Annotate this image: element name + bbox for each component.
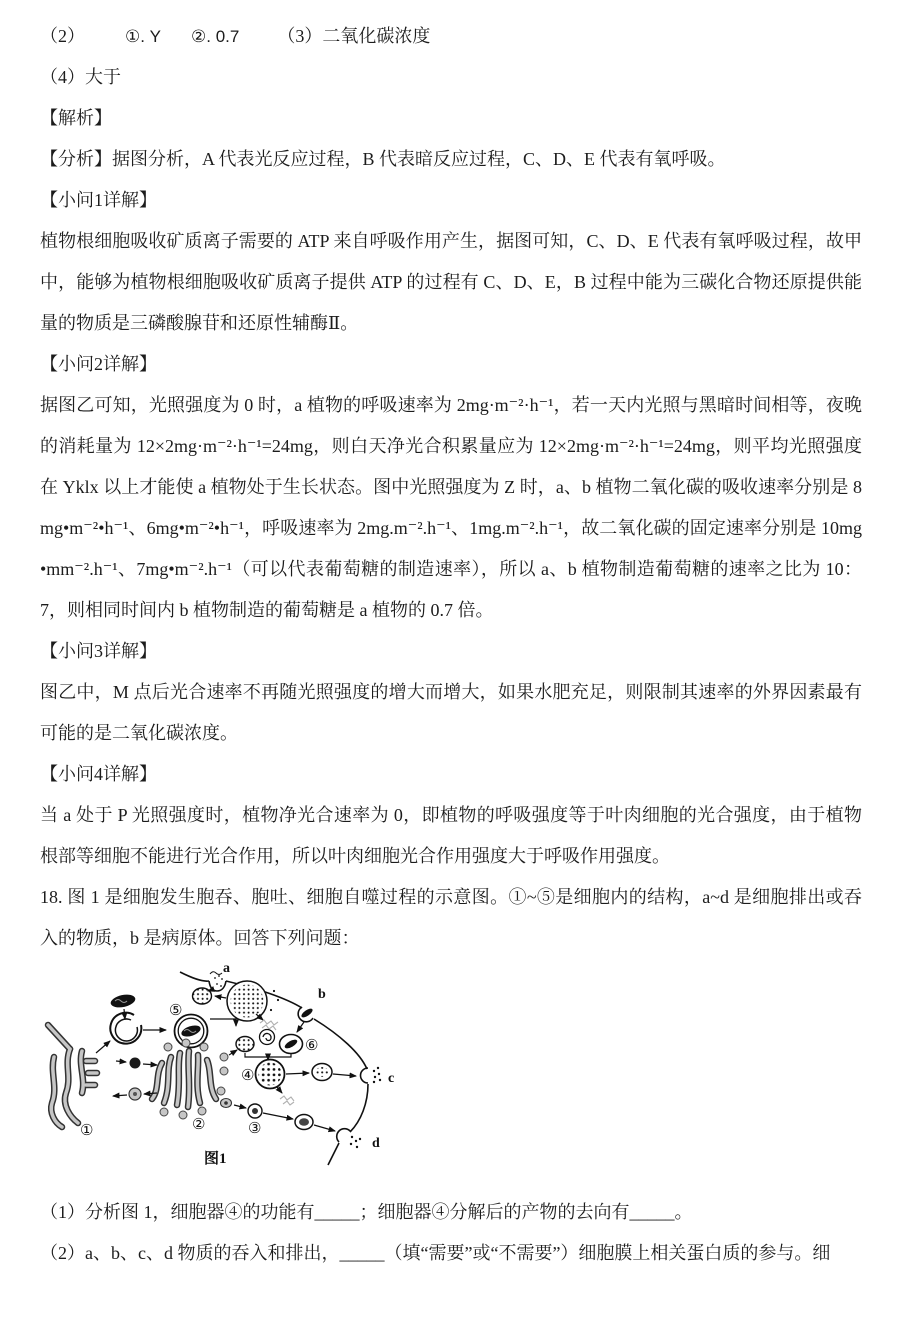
label-a: a — [223, 965, 230, 976]
pathogen-b — [300, 1007, 314, 1019]
arrow — [124, 1009, 125, 1019]
arrow — [234, 1105, 246, 1108]
subq2-header: 【小问2详解】 — [40, 354, 157, 374]
transport-vesicle — [236, 1037, 254, 1052]
transport-vesicle — [130, 1058, 141, 1069]
transport-vesicle — [129, 1088, 141, 1100]
connector — [210, 1019, 236, 1026]
label-4: ④ — [241, 1068, 255, 1084]
er-organelle — [48, 1025, 97, 1127]
arrow — [143, 1064, 157, 1065]
label-d: d — [372, 1136, 380, 1151]
phagosome — [280, 1035, 303, 1054]
analysis-header: 【解析】 — [40, 108, 112, 128]
secretory-vesicle — [248, 1104, 262, 1118]
phagophore — [110, 1013, 141, 1044]
arrow — [277, 1087, 282, 1093]
golgi-apparatus — [152, 1039, 228, 1119]
label-c: c — [388, 1071, 395, 1086]
arrow — [116, 1061, 126, 1062]
subq4-body: 当 a 处于 P 光照强度时，植物净光合速率为 0，即植物的呼吸强度等于叶肉细胞的光合强度，由于植物根部等细胞不能进行光合作用，所以叶肉细胞光合作用强度大于呼吸作用强度。 — [40, 805, 862, 866]
mitochondrion — [110, 993, 137, 1010]
arrow — [229, 1050, 237, 1055]
digested-residue — [260, 1020, 278, 1030]
arrow — [263, 1113, 293, 1119]
arrow — [297, 1022, 304, 1032]
released-material-d — [350, 1136, 361, 1148]
endosome — [227, 981, 279, 1021]
arrow — [333, 1074, 356, 1076]
subq2-body: 据图乙可知，光照强度为 0 时，a 植物的呼吸速率为 2mg·m⁻²·h⁻¹，若一天内光照与黑暗时间相等，夜晚的消耗量为 12×2mg·m⁻²·h⁻¹=24mg，则白天净光合积累量应为 12×2mg·m⁻²·h⁻¹=24mg，则平均光照强度在 Yklx 以上才能使 a 植物处于生长状态。图中光照强度为 Z 时，a、b 植物二氧化碳的吸收速率分别是 8mg•m⁻²•h⁻¹、6mg•m⁻²•h⁻¹，呼吸速率为 2mg.m⁻².h⁻¹、1mg.m⁻².h⁻¹，故二氧化碳的固定速率分别是 10mg•mm⁻².h⁻¹、7mg•m⁻².h⁻¹（可以代表葡萄糖的制造速率），所以 a、b 植物制造葡萄糖的速率之比为 10：7，则相同时间内 b 植物制造的葡萄糖是 a 植物的 0.7 倍。 — [40, 395, 862, 620]
subq3-header: 【小问3详解】 — [40, 641, 157, 661]
golgi-bud-vesicle — [220, 1053, 228, 1061]
answer-q2-item2: ②. 0.7 — [191, 27, 240, 46]
label-b: b — [318, 987, 326, 1002]
digested-residue — [280, 1096, 294, 1105]
lysosome — [256, 1060, 285, 1089]
material-a — [210, 972, 223, 987]
answer-q3: （3）二氧化碳浓度 — [277, 26, 431, 46]
arrow — [96, 1041, 110, 1053]
label-3: ③ — [248, 1121, 262, 1137]
connector — [245, 1053, 291, 1057]
subq4-header: 【小问4详解】 — [40, 764, 157, 784]
arrow — [314, 1125, 335, 1131]
figure-caption: 图1 — [204, 1151, 227, 1167]
secretory-vesicle — [312, 1064, 332, 1081]
arrow — [215, 996, 226, 998]
autophagosome — [175, 1015, 208, 1048]
figure-1 — [40, 965, 480, 1190]
figure-1-diagram — [40, 965, 480, 1190]
answer-q2-item1: ①. Y — [125, 27, 162, 46]
secretory-vesicle — [295, 1115, 313, 1130]
analysis-text: 【分析】据图分析，A 代表光反应过程，B 代表暗反应过程，C、D、E 代表有氧呼吸。 — [40, 149, 726, 169]
question-18-part1: （1）分析图 1，细胞器④的功能有_____；细胞器④分解后的产物的去向有_____。 — [40, 1202, 693, 1222]
subq3-body: 图乙中，M 点后光合速率不再随光照强度的增大而增大，如果水肥充足，则限制其速率的外界因素最有可能的是二氧化碳浓度。 — [40, 682, 862, 743]
golgi-bud-vesicle — [221, 1099, 232, 1108]
subq1-body: 植物根细胞吸收矿质离子需要的 ATP 来自呼吸作用产生，据图可知，C、D、E 代表有氧呼吸过程，故甲中，能够为植物根细胞吸收矿质离子提供 ATP 的过程有 C、D、E，B 过程中能为三碳化合物还原提供能量的物质是三磷酸腺苷和还原性辅酶Ⅱ。 — [40, 231, 862, 333]
question-18-intro: 18. 图 1 是细胞发生胞吞、胞吐、细胞自噬过程的示意图。①~⑤是细胞内的结构，a~d 是细胞排出或吞入的物质，b 是病原体。回答下列问题： — [40, 887, 862, 948]
subq1-header: 【小问1详解】 — [40, 190, 157, 210]
label-5: ⑤ — [169, 1003, 183, 1019]
released-material-c — [373, 1067, 381, 1083]
answer-line-q2-q3 — [40, 16, 862, 57]
arrow — [286, 1073, 309, 1074]
whorl-vesicle — [260, 1030, 275, 1045]
question-18-part2: （2）a、b、c、d 物质的吞入和排出，_____（填“需要”或“不需要”）细胞膜上相关蛋白质的参与。细 — [40, 1243, 831, 1263]
arrow — [113, 1095, 127, 1096]
answer-q2-label: （2） — [40, 26, 85, 46]
label-6: ⑥ — [305, 1038, 319, 1054]
label-1: ① — [80, 1123, 94, 1139]
answer-line-q4: （4）大于 — [40, 67, 121, 87]
endocytic-vesicle — [193, 988, 212, 1004]
label-2: ② — [192, 1117, 206, 1133]
